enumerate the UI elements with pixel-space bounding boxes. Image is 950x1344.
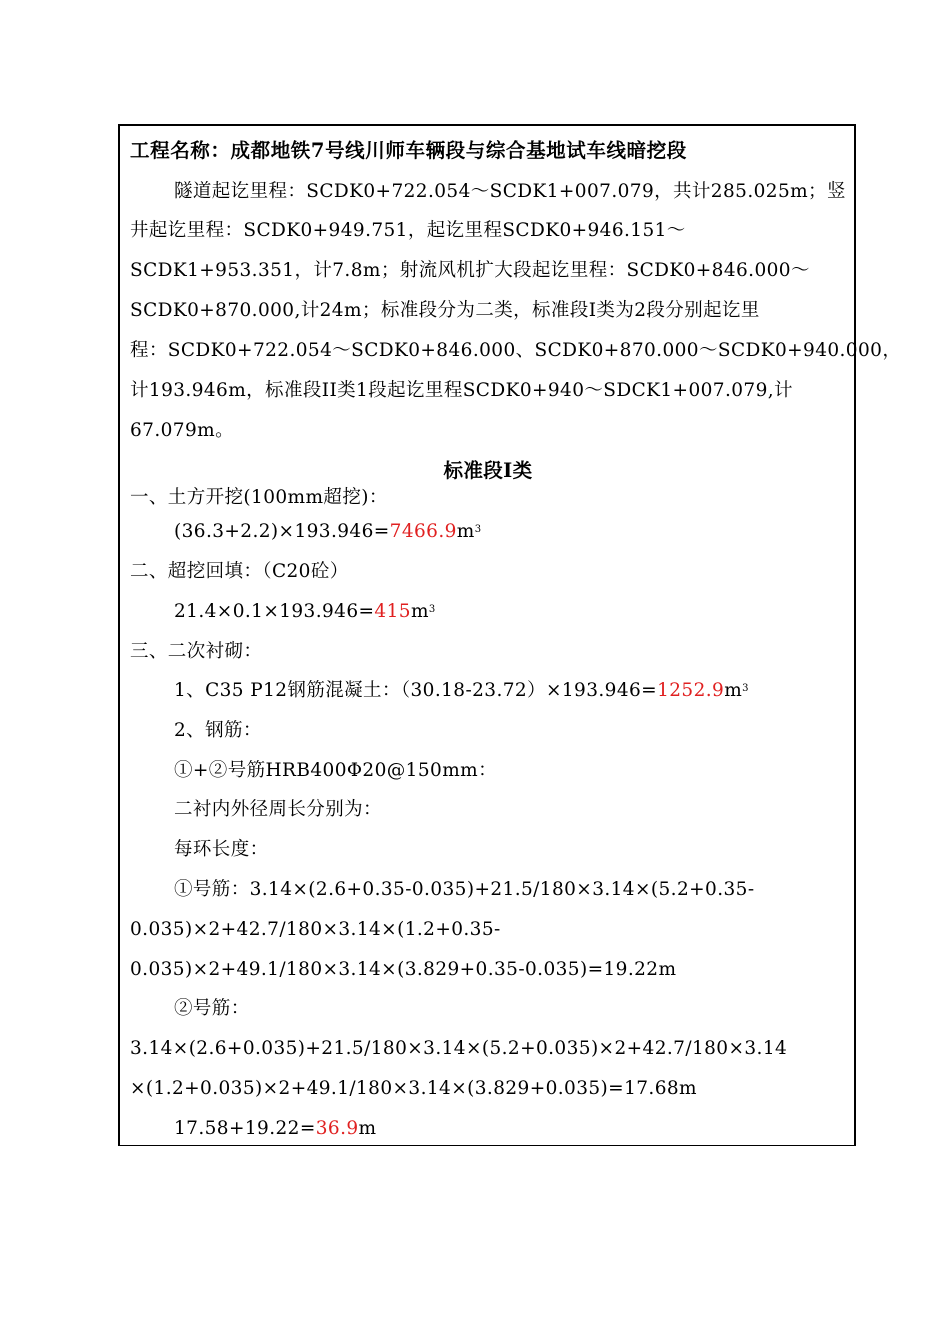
item1-formula: (36.3+2.2)×193.946= <box>174 521 390 542</box>
intro-line-1: 隧道起讫里程：SCDK0+722.054～SCDK1+007.079，共计285.025m；竖 <box>174 181 846 202</box>
bar2-heading: ②号筋： <box>174 998 250 1019</box>
bar2-line-2: ×(1.2+0.035)×2+49.1/180×3.14×(3.829+0.035)=17.68m <box>130 1078 697 1099</box>
item2-formula-line <box>174 600 436 624</box>
bar1-line-1: ①号筋：3.14×(2.6+0.35-0.035)+21.5/180×3.14×(5.2+0.35- <box>174 879 755 900</box>
item1-result: 7466.9 <box>389 521 457 542</box>
item3-concrete-unit-exponent: 3 <box>742 683 749 694</box>
rebar-total-unit: m <box>358 1118 377 1139</box>
item1-formula-line <box>174 520 482 544</box>
item2-heading: 二、超挖回填：（C20砼） <box>130 561 349 582</box>
rebar-spec: ①+②号筋HRB400Φ20@150mm： <box>174 760 497 781</box>
item1-heading: 一、土方开挖(100mm超挖)： <box>130 487 388 508</box>
section-heading: 标准段I类 <box>443 459 533 482</box>
intro-line-7: 67.079m。 <box>130 420 234 441</box>
item3-rebar-heading: 2、钢筋： <box>174 720 262 741</box>
item3-concrete-unit: m <box>724 680 743 701</box>
bar1-line-2: 0.035)×2+42.7/180×3.14×(1.2+0.35- <box>130 919 501 940</box>
item3-heading: 三、二次衬砌： <box>130 641 263 662</box>
item2-result: 415 <box>374 601 411 622</box>
item1-unit: m <box>456 521 475 542</box>
item2-unit-exponent: 3 <box>428 604 436 615</box>
item3-concrete-formula: 1、C35 P12钢筋混凝土：（30.18-23.72）×193.946= <box>174 680 658 701</box>
intro-line-2: 井起讫里程：SCDK0+949.751，起讫里程SCDK0+946.151～ <box>130 220 686 241</box>
project-title: 工程名称：成都地铁7号线川师车辆段与综合基地试车线暗挖段 <box>130 139 687 162</box>
item3-concrete-line <box>174 679 749 703</box>
intro-line-5: 程：SCDK0+722.054～SCDK0+846.000、SCDK0+870.000～SCDK0+940.000， <box>130 340 902 361</box>
item2-unit: m <box>410 601 429 622</box>
item1-unit-exponent: 3 <box>474 524 482 535</box>
item2-formula: 21.4×0.1×193.946= <box>174 601 375 622</box>
bar1-line-3: 0.035)×2+49.1/180×3.14×(3.829+0.35-0.035)=19.22m <box>130 959 677 980</box>
rebar-total-result: 36.9 <box>315 1118 359 1139</box>
bar2-line-1: 3.14×(2.6+0.035)+21.5/180×3.14×(5.2+0.035)×2+42.7/180×3.14 <box>130 1038 788 1059</box>
rebar-total-line <box>174 1117 376 1141</box>
intro-line-4: SCDK0+870.000,计24m；标准段分为二类，标准段Ⅰ类为2段分别起讫里 <box>130 300 760 321</box>
intro-line-3: SCDK1+953.351，计7.8m；射流风机扩大段起讫里程：SCDK0+846.000～ <box>130 260 810 281</box>
item3-concrete-result: 1252.9 <box>657 680 725 701</box>
intro-line-6: 计193.946m，标准段II类1段起讫里程SCDK0+940～SDCK1+007.079,计 <box>130 380 793 401</box>
ring-length-label: 每环长度： <box>174 839 269 860</box>
rebar-total-formula: 17.58+19.22= <box>174 1118 316 1139</box>
perimeter-note: 二衬内外径周长分别为： <box>174 799 382 820</box>
